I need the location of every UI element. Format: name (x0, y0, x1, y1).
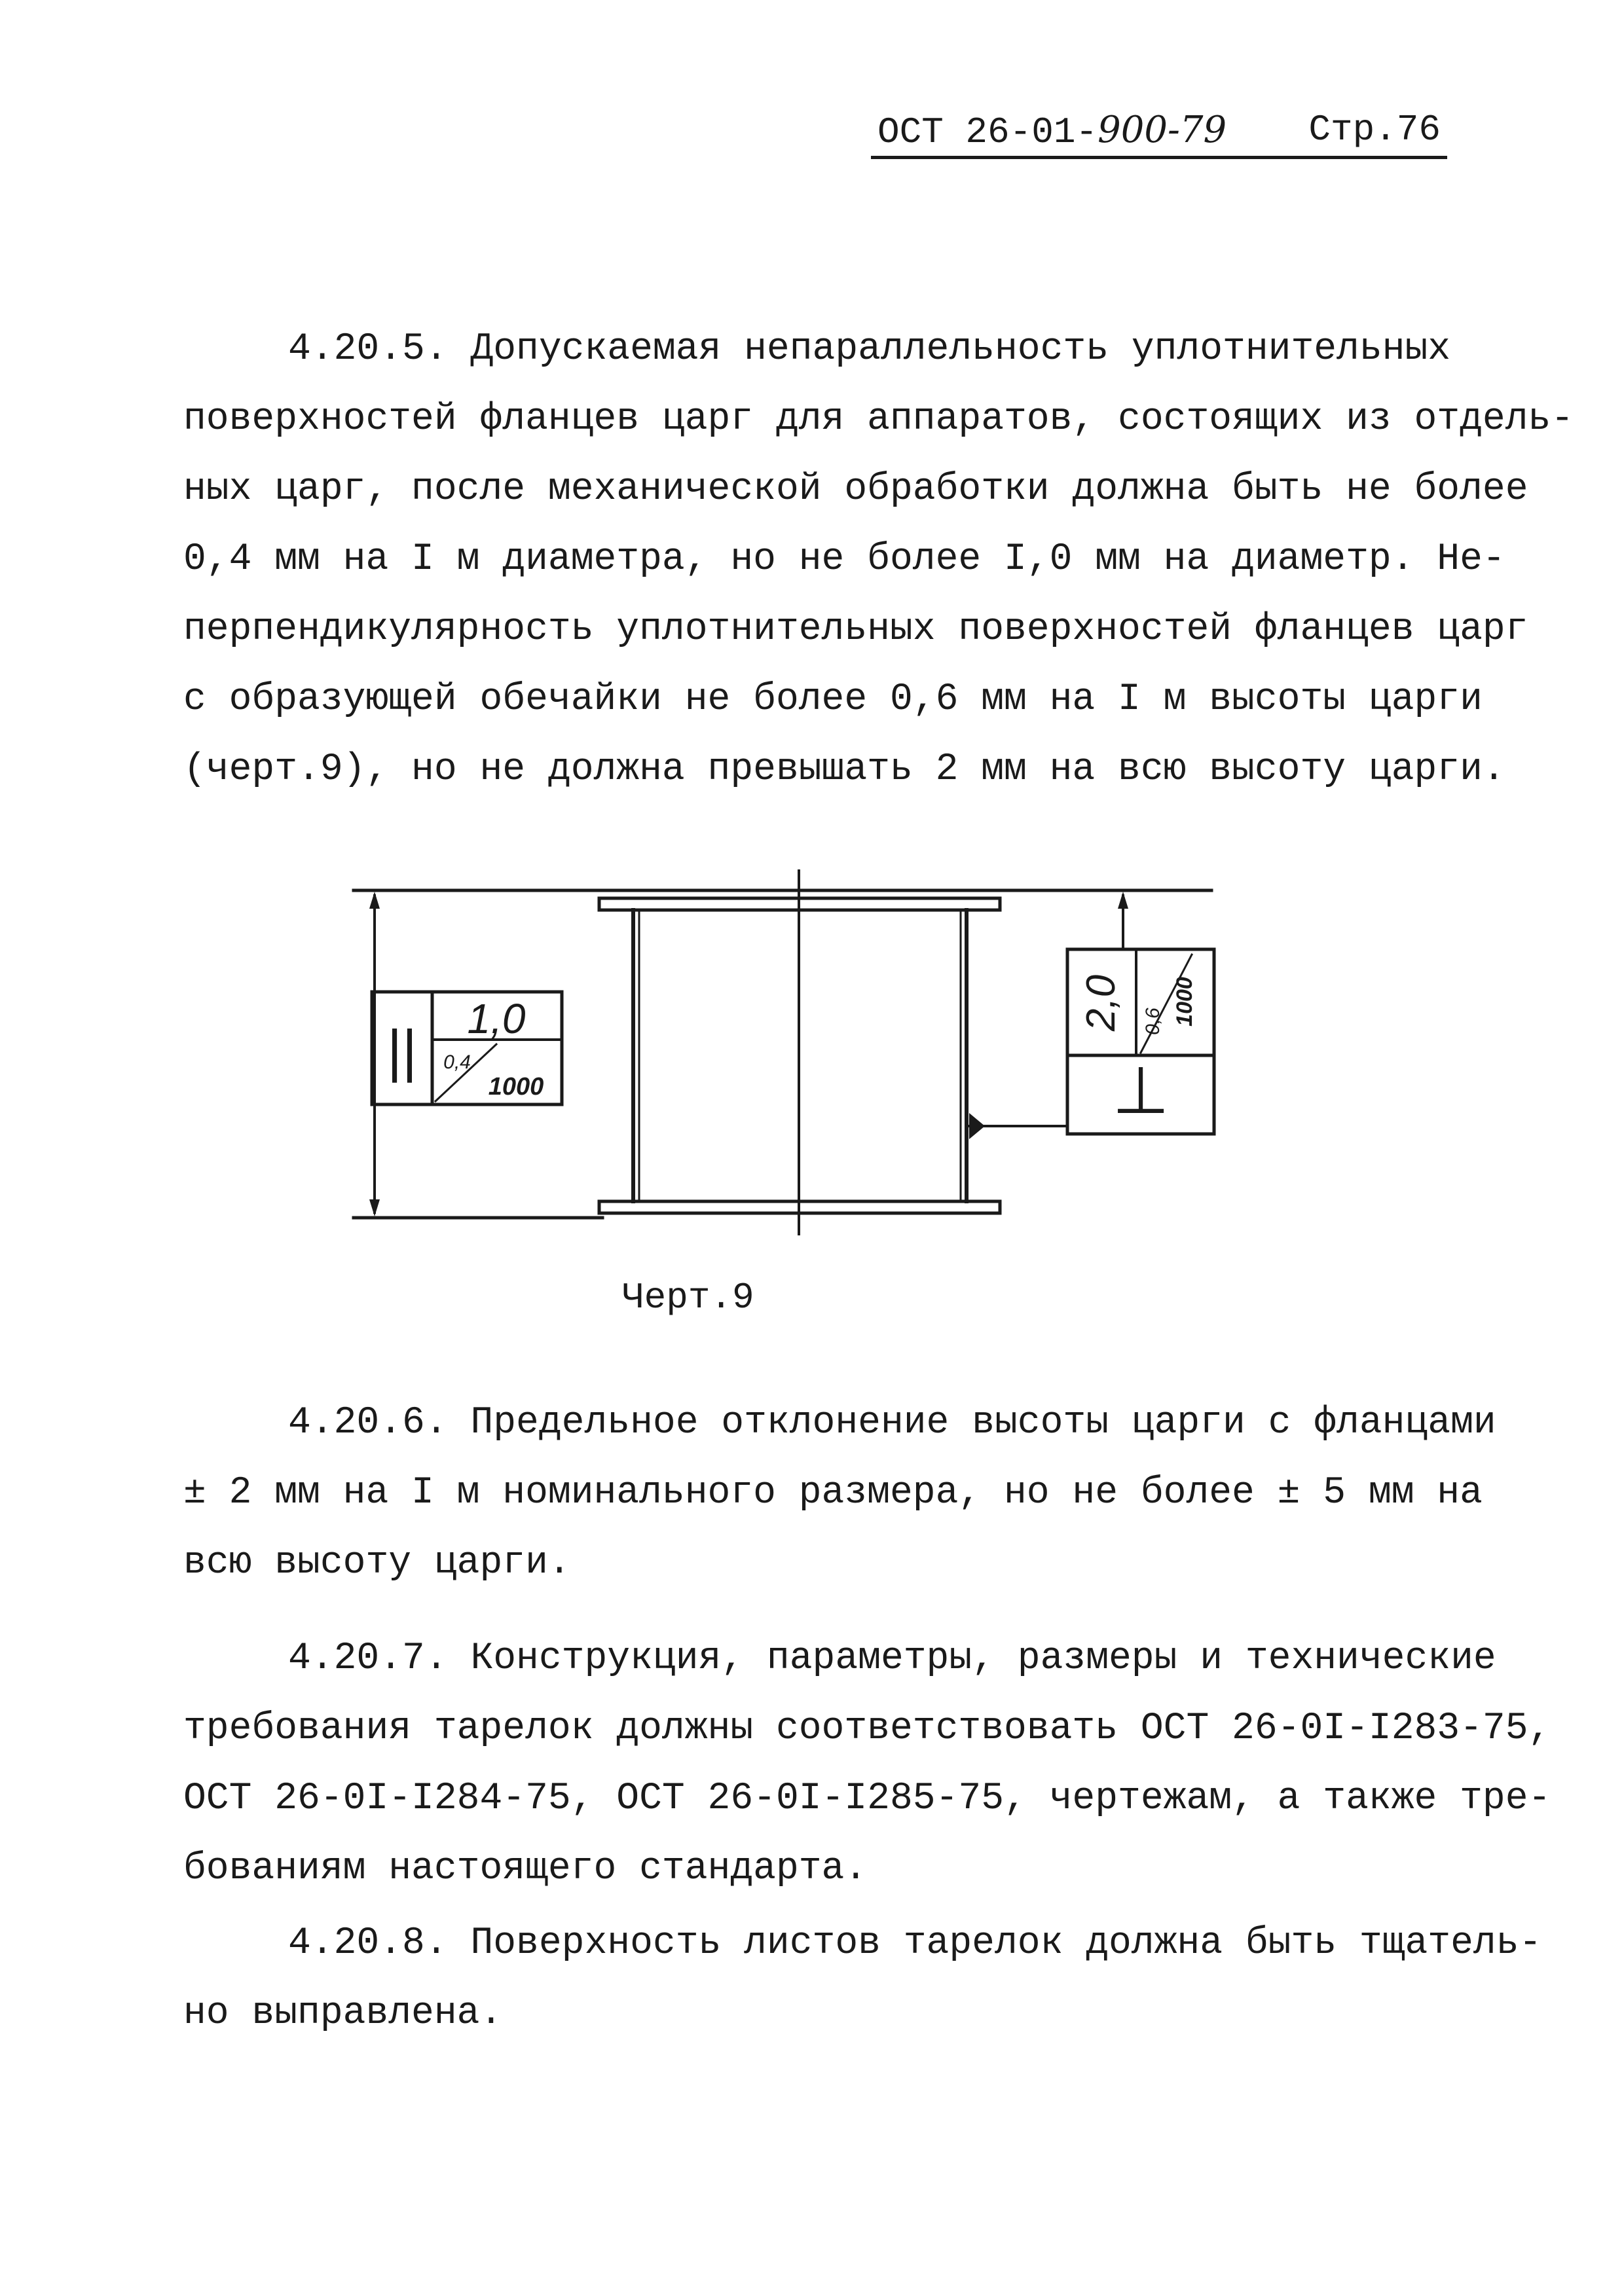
paragraph-line: ОСТ 26-0I-I284-75, ОСТ 26-0I-I285-75, чертежам, а также тре- (183, 1777, 1551, 1820)
drawing-9 (341, 864, 1257, 1237)
paragraph-line: 4.20.6. Предельное отклонение высоты царги с фланцами (288, 1402, 1496, 1444)
paragraph-line: ных царг, после механической обработки должна быть не более (183, 468, 1528, 511)
paragraph-line: поверхностей фланцев царг для аппаратов, состоящих из отдель- (183, 398, 1574, 441)
page-header (871, 105, 1447, 157)
paragraph-line: с образующей обечайки не более 0,6 мм на I м высоты царги (183, 678, 1483, 721)
document-code: ОСТ 26-01-900-79 (877, 109, 1227, 153)
document-code-handwritten: 900-79 (1098, 109, 1227, 151)
paragraph-line: ± 2 мм на I м номинального размера, но не более ± 5 мм на (183, 1472, 1483, 1514)
paragraph-line: бованиям настоящего стандарта. (183, 1848, 868, 1890)
page-number: Стр.76 (1308, 109, 1441, 151)
perpendicularity-value: 2,0 (1079, 974, 1124, 1032)
perpendicularity-symbol: ⊥ (1112, 1054, 1170, 1127)
perpendicularity-ratio-denominator: 1000 (1172, 977, 1197, 1027)
section-4-20-8 (183, 1908, 1542, 2049)
section-4-20-5 (183, 314, 1574, 805)
parallelism-symbol: || (387, 1018, 417, 1083)
paragraph-line: 0,4 мм на I м диаметра, но не более I,0 мм на диаметр. Не- (183, 538, 1505, 581)
paragraph-line: 4.20.5. Допускаемая непараллельность уплотнительных (288, 328, 1451, 371)
parallelism-ratio-denominator: 1000 (488, 1073, 544, 1101)
parallelism-value: 1,0 (467, 995, 526, 1042)
tolerance-leader-arrow (1118, 892, 1128, 909)
paragraph-line: перпендикулярность уплотнительных поверхностей фланцев царг (183, 608, 1528, 651)
paragraph-line: 4.20.8. Поверхность листов тарелок должна быть тщатель- (288, 1922, 1542, 1965)
dimension-arrow-up (369, 892, 380, 909)
section-4-20-6 (183, 1388, 1496, 1598)
datum-triangle (969, 1113, 985, 1139)
dimension-arrow-down (369, 1199, 380, 1216)
paragraph-line: требования тарелок должны соответствовать ОСТ 26-0I-I283-75, (183, 1707, 1551, 1750)
paragraph-line: 4.20.7. Конструкция, параметры, размеры и технические (288, 1637, 1496, 1680)
parallelism-ratio-numerator: 0,4 (443, 1051, 471, 1073)
paragraph-line: всю высоту царги. (183, 1542, 571, 1584)
header-rule (871, 156, 1447, 159)
paragraph-line: (черт.9), но не должна превышать 2 мм на всю высоту царги. (183, 748, 1505, 791)
section-4-20-7 (183, 1624, 1551, 1904)
figure-caption: Черт.9 (622, 1277, 754, 1319)
perpendicularity-ratio-numerator: 0,6 (1142, 1008, 1164, 1035)
paragraph-line: но выправлена. (183, 1992, 503, 2035)
